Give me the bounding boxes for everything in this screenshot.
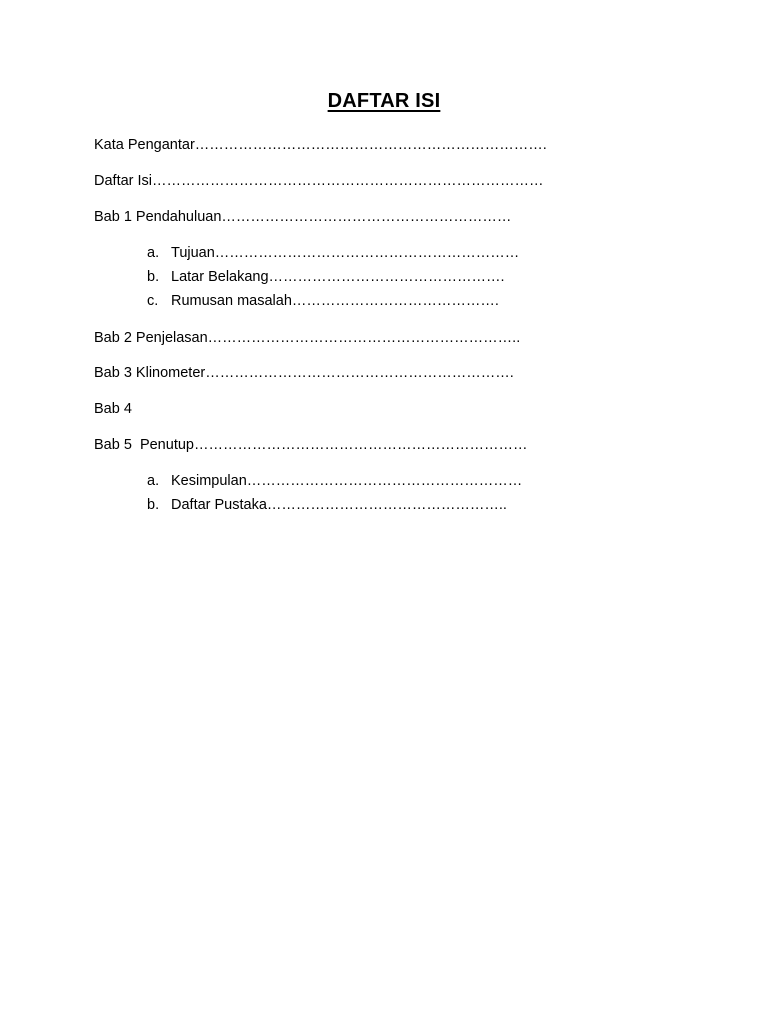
toc-entry-bab-4: Bab 4 xyxy=(94,401,132,417)
toc-subentry-daftar-pustaka: Daftar Pustaka………………………………………….. xyxy=(171,497,507,513)
toc-subentry-rumusan-masalah: Rumusan masalah……………………………………. xyxy=(171,293,499,309)
page-title xyxy=(0,90,768,113)
toc-entry-bab-5: Bab 5 Penutup…………………………………………………………… xyxy=(94,437,528,453)
page-title-text: DAFTAR ISI xyxy=(327,90,441,112)
toc-entry-kata-pengantar: Kata Pengantar………………………………………………………………. xyxy=(94,137,547,153)
toc-subentry-marker: a. xyxy=(147,473,160,489)
toc-entry-bab-3: Bab 3 Klinometer………………………………………………………. xyxy=(94,365,514,381)
toc-subentry-marker: c. xyxy=(147,293,159,309)
toc-entry-daftar-isi: Daftar Isi……………………………………………………………………… xyxy=(94,173,544,189)
toc-entry-bab-2: Bab 2 Penjelasan……………………………………………………….. xyxy=(94,330,521,346)
toc-subentry-kesimpulan: Kesimpulan………………………………………………… xyxy=(171,473,523,489)
toc-subentry-marker: a. xyxy=(147,245,160,261)
toc-subentry-latar-belakang: Latar Belakang…………………………………………. xyxy=(171,269,505,285)
toc-subentry-tujuan: Tujuan……………………………………………………… xyxy=(171,245,520,261)
toc-subentry-marker: b. xyxy=(147,269,160,285)
toc-entry-bab-1: Bab 1 Pendahuluan…………………………………………………… xyxy=(94,209,512,225)
toc-subentry-marker: b. xyxy=(147,497,160,513)
